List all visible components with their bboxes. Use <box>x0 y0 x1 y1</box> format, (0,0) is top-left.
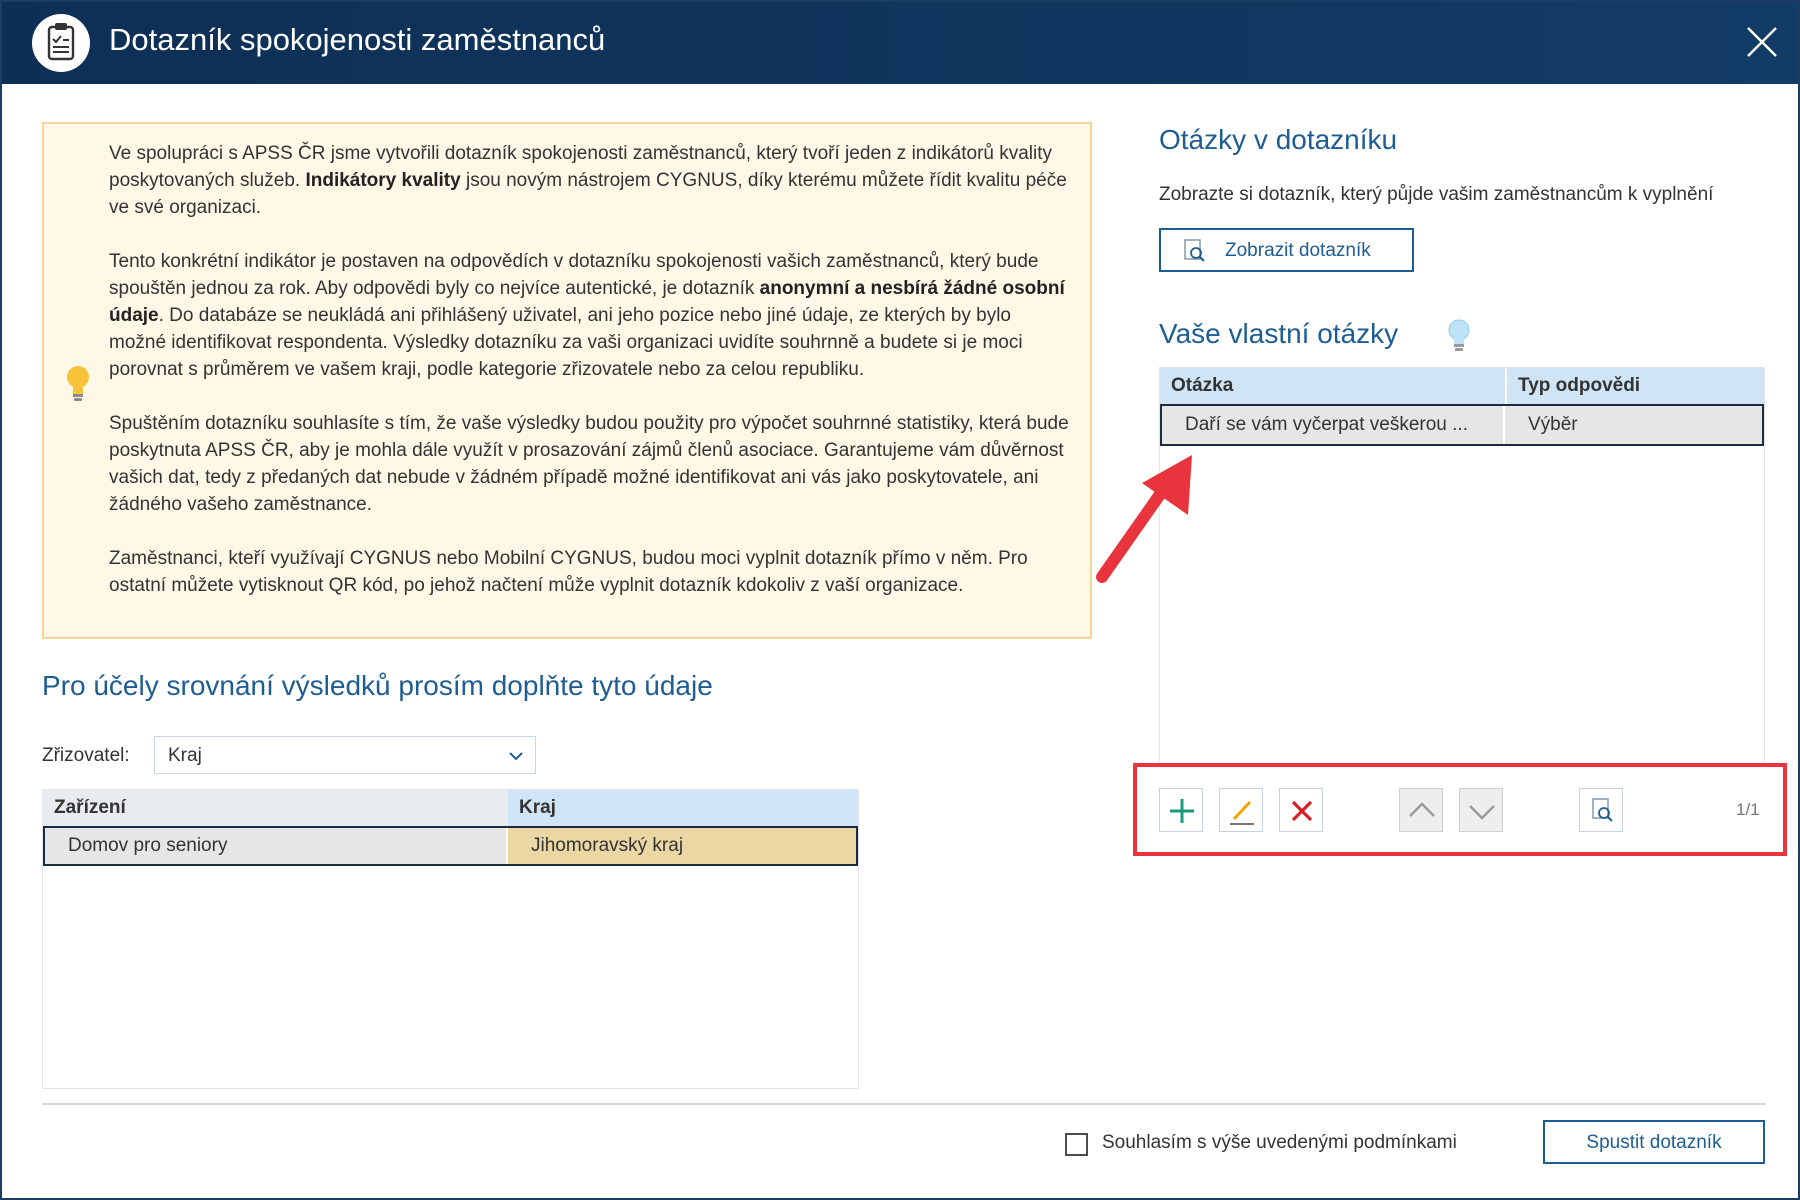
clipboard-checklist-icon <box>32 14 90 72</box>
annotation-arrow-icon <box>1092 447 1202 587</box>
cell-typ-odpovedi[interactable]: Výběr <box>1528 414 1578 435</box>
info-panel <box>42 122 1092 639</box>
title-bar <box>2 2 1798 84</box>
window-title: Dotazník spokojenosti zaměstnanců <box>109 22 606 57</box>
info-paragraph-1 <box>109 140 1069 221</box>
info-text-span: Ve spolupráci s APSS ČR jsme vytvořili dotazník spokojenosti zaměstnanců, který tvoří jeden z indikátorů kvality poskytovaných služeb. <box>109 143 1053 191</box>
cell-zarizeni[interactable]: Domov pro seniory <box>45 828 508 864</box>
zrizovatel-label: Zřizovatel: <box>42 745 130 766</box>
own-questions-heading: Vaše vlastní otázky <box>1159 318 1399 349</box>
start-questionnaire-label: Spustit dotazník <box>1586 1132 1722 1153</box>
consent-checkbox[interactable] <box>1065 1133 1088 1156</box>
show-questionnaire-label: Zobrazit dotazník <box>1225 240 1371 261</box>
info-paragraph-4: Zaměstnanci, kteří využívají CYGNUS nebo Mobilní CYGNUS, budou moci vyplnit dotazník přímo v něm. Pro ostatní můžete vytisknout QR kód, po jehož načtení může vyplnit dotazník kdokoliv z vaší organizace. <box>109 548 1028 596</box>
zrizovatel-select[interactable] <box>154 736 536 774</box>
cell-otazka[interactable]: Daří se vám vyčerpat veškerou ... <box>1162 406 1505 444</box>
table-row[interactable] <box>1160 404 1764 446</box>
questions-subtitle: Zobrazte si dotazník, který půjde vašim zaměstnancům k vyplnění <box>1159 184 1714 205</box>
lightbulb-icon <box>64 364 92 402</box>
lightbulb-icon[interactable] <box>1446 318 1472 352</box>
start-questionnaire-button[interactable] <box>1543 1120 1765 1164</box>
footer-divider <box>42 1103 1766 1105</box>
info-text-span: . Do databáze se neukládá ani přihlášený uživatel, ani jeho pozice nebo jiné údaje, ze kterých by bylo možné identifikovat respondenta. Výsledky dotazníku za vaši organizaci uvidíte souhrnně a budete si je moci porovnat s průměrem ve vašem kraji, podle kategorie zřizovatele nebo za celou republiku. <box>109 305 1023 380</box>
info-text <box>109 140 1069 626</box>
consent-label[interactable]: Souhlasím s výše uvedenými podmínkami <box>1102 1132 1457 1153</box>
pager-text: 1/1 <box>1736 800 1760 819</box>
cell-kraj[interactable]: Jihomoravský kraj <box>508 828 856 864</box>
column-header-typ-odpovedi[interactable]: Typ odpovědi <box>1505 368 1764 404</box>
facility-grid <box>42 789 859 1089</box>
show-questionnaire-button[interactable] <box>1159 228 1414 272</box>
info-bold-span: anonymní a nesbírá žádné osobní údaje <box>109 278 1065 326</box>
info-bold-span: Indikátory kvality <box>305 170 461 191</box>
own-questions-grid <box>1159 367 1765 765</box>
zrizovatel-value: Kraj <box>168 745 202 766</box>
info-text-span: jsou novým nástrojem CYGNUS, díky kterému můžete řídit kvalitu péče ve své organizaci. <box>109 170 1067 218</box>
info-text-span: Tento konkrétní indikátor je postaven na odpovědích v dotazníku spokojenosti vašich zaměstnanců, který bude spouštěn jednou za rok. Aby odpovědi byly co nejvíce autentické, je dotazník <box>109 251 1039 299</box>
info-paragraph-3: Spuštěním dotazníku souhlasíte s tím, že vaše výsledky budou použity pro výpočet souhrnné statistiky, která bude poskytnuta APSS ČR, aby je mohla dále využít v prosazování zájmů členů asociace. Garantujeme vám důvěrnost vašich dat, tedy z předaných dat nebude v žádném případě možné identifikovat ani vás jako poskytovatele, ani žádného vašeho zaměstnance. <box>109 413 1069 515</box>
table-row[interactable] <box>43 826 858 866</box>
close-icon[interactable] <box>1742 22 1782 62</box>
column-header-otazka[interactable]: Otázka <box>1171 375 1234 396</box>
column-header-kraj[interactable]: Kraj <box>508 790 858 826</box>
preview-icon <box>1184 239 1206 263</box>
chevron-down-icon <box>507 747 525 765</box>
compare-heading: Pro účely srovnání výsledků prosím doplňte tyto údaje <box>42 670 713 701</box>
grid-header <box>1160 368 1764 404</box>
annotation-highlight <box>1133 763 1787 856</box>
questions-heading: Otázky v dotazníku <box>1159 124 1398 155</box>
column-header-zarizeni[interactable]: Zařízení <box>43 790 508 826</box>
info-paragraph-2 <box>109 248 1069 383</box>
